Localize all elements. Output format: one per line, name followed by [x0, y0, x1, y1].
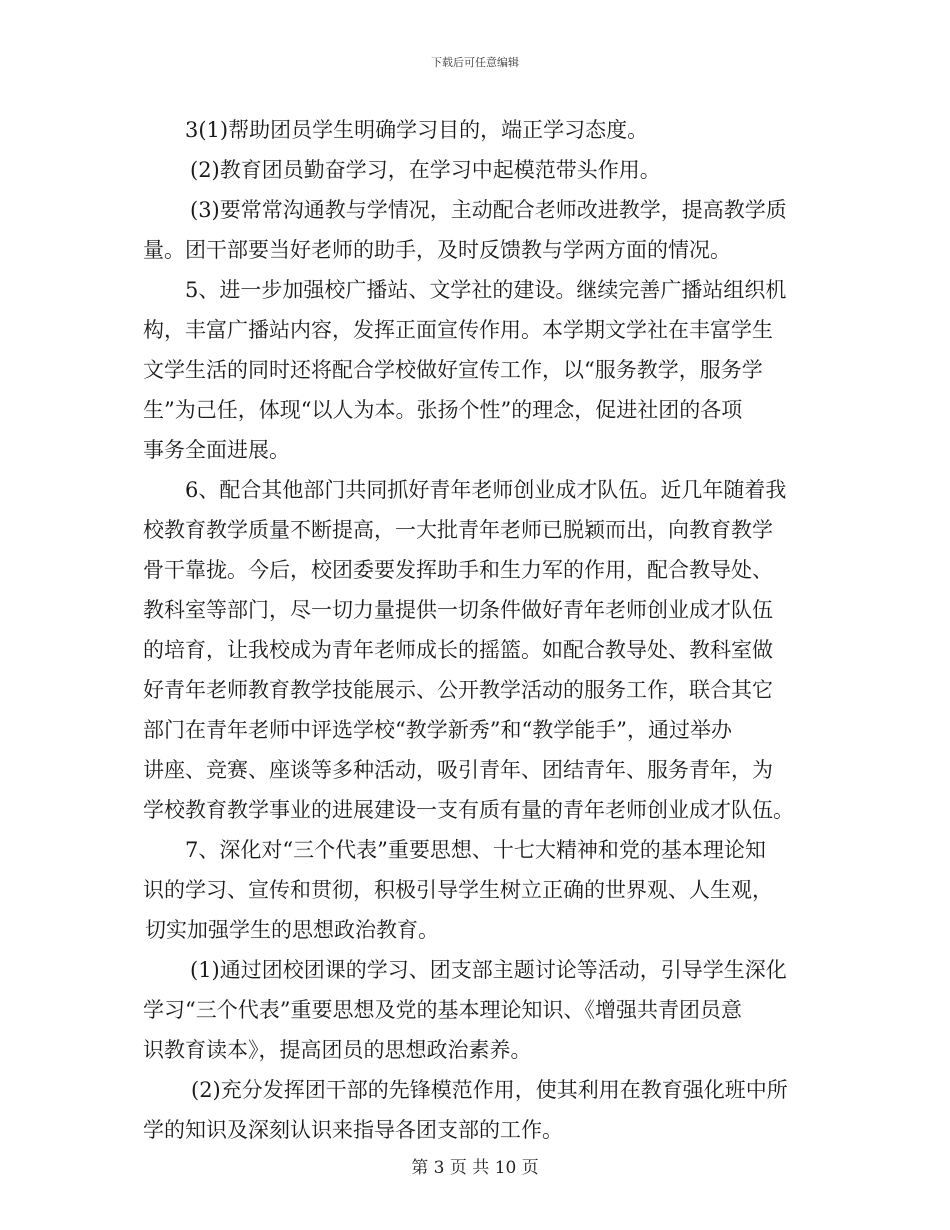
text-line: 教科室等部门，尽一切力量提供一切条件做好青年老师创业成才队伍 — [143, 598, 773, 622]
text-line: 的培育，让我校成为青年老师成长的摇篮。如配合教导处、教科室做 — [143, 638, 773, 662]
text-line: 学的知识及深刻认识来指导各团支部的工作。 — [143, 1118, 563, 1142]
text-line: 5、进一步加强校广播站、文学社的建设。继续完善广播站组织机 — [185, 278, 787, 302]
text-line: 识的学习、宣传和贯彻，积极引导学生树立正确的世界观、人生观， — [143, 878, 773, 902]
text-line: 校教育教学质量不断提高，一大批青年老师已脱颖而出，向教育教学 — [143, 518, 773, 542]
text-line: 3(1)帮助团员学生明确学习目的，端正学习态度。 — [185, 118, 649, 142]
text-line: 学习“三个代表”重要思想及党的基本理论知识、《增强共青团员意 — [143, 998, 742, 1022]
text-line: (3)要常常沟通教与学情况，主动配合老师改进教学，提高教学质 — [190, 198, 787, 222]
text-line: 好青年老师教育教学技能展示、公开教学活动的服务工作，联合其它 — [143, 678, 773, 702]
text-line: (1)通过团校团课的学习、团支部主题讨论等活动，引导学生深化 — [190, 958, 787, 982]
text-line: 6、配合其他部门共同抓好青年老师创业成才队伍。近几年随着我 — [185, 478, 787, 502]
text-line: 文学生活的同时还将配合学校做好宣传工作，以“服务教学，服务学 — [143, 358, 763, 382]
document-body — [143, 110, 810, 1150]
text-line: 量。团干部要当好老师的助手，及时反馈教与学两方面的情况。 — [143, 238, 731, 262]
text-line: 切实加强学生的思想政治教育。 — [145, 918, 439, 942]
text-line: (2)教育团员勤奋学习，在学习中起模范带头作用。 — [190, 158, 661, 182]
text-line: 事务全面进展。 — [143, 438, 290, 462]
text-line: 学校教育教学事业的进展建设一支有质有量的青年老师创业成才队伍。 — [143, 798, 794, 822]
text-line: 骨干靠拢。今后，校团委要发挥助手和生力军的作用，配合教导处、 — [143, 558, 773, 582]
text-line: 识教育读本》，提高团员的思想政治素养。 — [143, 1038, 532, 1062]
text-line: (2)充分发挥团干部的先锋模范作用，使其利用在教育强化班中所 — [191, 1078, 788, 1102]
text-line: 讲座、竞赛、座谈等多种活动，吸引青年、团结青年、服务青年，为 — [143, 758, 773, 782]
text-line: 生”为己任，体现“以人为本。张扬个性”的理念，促进社团的各项 — [143, 398, 743, 422]
page-header: 下载后可任意编辑 — [431, 56, 519, 69]
text-line: 7、深化对“三个代表”重要思想、十七大精神和党的基本理论知 — [185, 838, 766, 862]
text-line: 部门在青年老师中评选学校“教学新秀”和“教学能手”，通过举办 — [143, 718, 732, 742]
page-number: 第 3 页 共 10 页 — [411, 1158, 539, 1178]
text-line: 构，丰富广播站内容，发挥正面宣传作用。本学期文学社在丰富学生 — [143, 318, 773, 342]
